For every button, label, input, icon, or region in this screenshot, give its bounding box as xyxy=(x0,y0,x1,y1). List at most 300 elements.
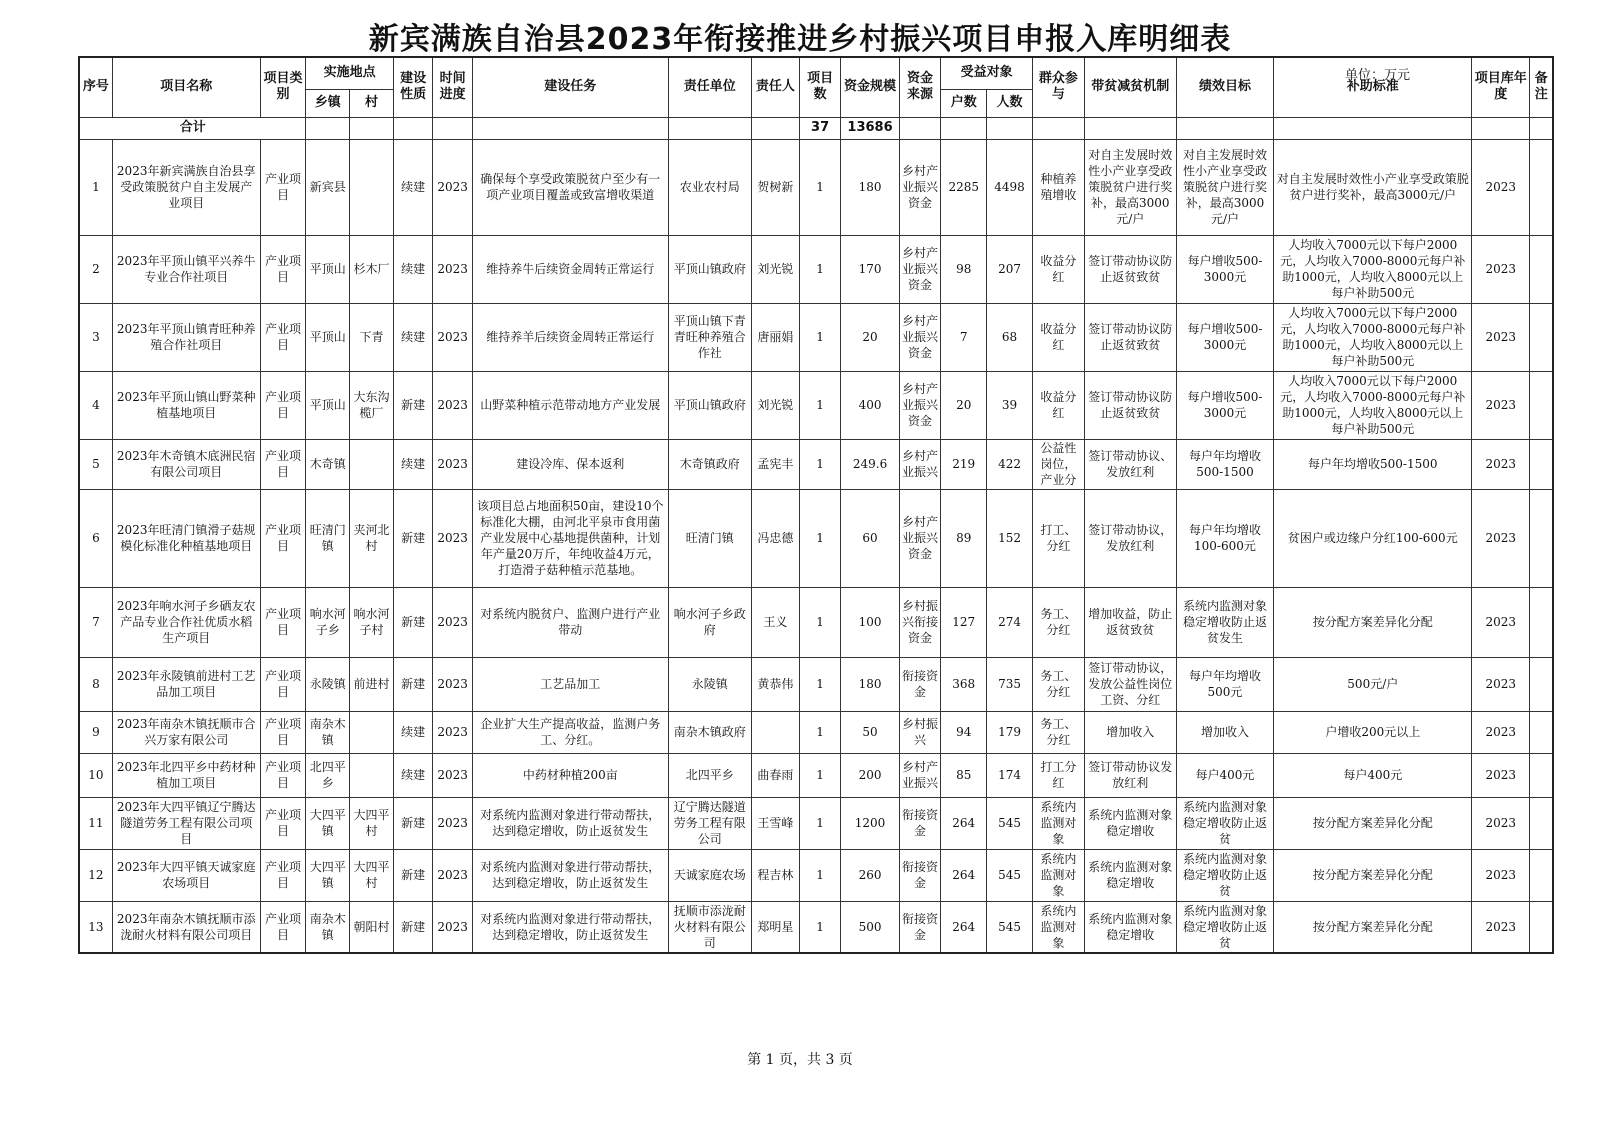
cell-task: 建设冷库、保本返利 xyxy=(472,439,668,489)
cell-village xyxy=(350,753,394,797)
cell-households: 7 xyxy=(941,303,987,371)
cell-responsible-person: 刘光锐 xyxy=(751,371,799,439)
cell-remark xyxy=(1530,797,1553,849)
cell-participation: 收益分红 xyxy=(1032,303,1084,371)
cell-task: 工艺品加工 xyxy=(472,657,668,711)
cell-subsidy-standard: 每户400元 xyxy=(1274,753,1472,797)
cell-project-name: 2023年大四平镇天诚家庭农场项目 xyxy=(112,849,260,901)
cell-nature: 续建 xyxy=(393,439,433,489)
cell-row-no: 3 xyxy=(79,303,112,371)
cell-fund-source: 乡村产业振兴资金 xyxy=(899,235,941,303)
cell-row-no: 11 xyxy=(79,797,112,849)
cell-project-name: 2023年旺清门镇滑子菇规模化标准化种植基地项目 xyxy=(112,489,260,587)
cell-participation: 打工、分红 xyxy=(1032,489,1084,587)
cell-task: 对系统内脱贫户、监测户进行产业带动 xyxy=(472,587,668,657)
cell-subsidy-standard: 户增收200元以上 xyxy=(1274,711,1472,753)
cell-responsible-person: 程吉林 xyxy=(751,849,799,901)
cell-schedule: 2023 xyxy=(433,657,473,711)
table-row xyxy=(79,139,1553,235)
table-row xyxy=(79,303,1553,371)
cell-responsible-unit: 响水河子乡政府 xyxy=(668,587,751,657)
cell-participation: 务工、分红 xyxy=(1032,657,1084,711)
cell-project-category: 产业项目 xyxy=(260,489,306,587)
cell-responsible-person xyxy=(751,711,799,753)
cell-responsible-unit: 平顶山镇下青青旺种养殖合作社 xyxy=(668,303,751,371)
cell-fund-scale: 50 xyxy=(841,711,899,753)
cell-town: 永陵镇 xyxy=(306,657,350,711)
cell-responsible-unit: 天诚家庭农场 xyxy=(668,849,751,901)
cell-responsible-unit: 木奇镇政府 xyxy=(668,439,751,489)
col-year: 项目库年度 xyxy=(1472,57,1530,117)
cell-schedule: 2023 xyxy=(433,139,473,235)
cell-responsible-unit: 平顶山镇政府 xyxy=(668,235,751,303)
cell-fund-source: 衔接资金 xyxy=(899,657,941,711)
cell-village xyxy=(350,711,394,753)
cell-library-year: 2023 xyxy=(1472,657,1530,711)
cell-remark xyxy=(1530,303,1553,371)
cell-fund-scale: 500 xyxy=(841,901,899,953)
cell-mechanism: 增加收益，防止返贫致贫 xyxy=(1084,587,1176,657)
cell-town: 新宾县 xyxy=(306,139,350,235)
cell-households: 264 xyxy=(941,901,987,953)
cell-village: 前进村 xyxy=(350,657,394,711)
page-title: 新宾满族自治县2023年衔接推进乡村振兴项目申报入库明细表 xyxy=(368,22,1232,57)
cell-library-year: 2023 xyxy=(1472,235,1530,303)
cell-mechanism: 系统内监测对象稳定增收 xyxy=(1084,901,1176,953)
cell-task: 对系统内监测对象进行带动帮扶，达到稳定增收，防止返贫发生 xyxy=(472,849,668,901)
cell-remark xyxy=(1530,711,1553,753)
table-row xyxy=(79,489,1553,587)
cell-project-category: 产业项目 xyxy=(260,439,306,489)
cell-people: 152 xyxy=(987,489,1033,587)
cell-library-year: 2023 xyxy=(1472,303,1530,371)
cell-nature: 续建 xyxy=(393,303,433,371)
cell-schedule: 2023 xyxy=(433,711,473,753)
col-person: 责任人 xyxy=(751,57,799,117)
cell-nature: 新建 xyxy=(393,849,433,901)
cell-row-no: 4 xyxy=(79,371,112,439)
cell-project-count: 1 xyxy=(799,657,841,711)
cell-town: 平顶山 xyxy=(306,235,350,303)
cell-library-year: 2023 xyxy=(1472,439,1530,489)
cell-performance-goal: 对自主发展时效性小产业享受政策脱贫户进行奖补，最高3000元/户 xyxy=(1176,139,1274,235)
cell-task: 中药材种植200亩 xyxy=(472,753,668,797)
cell-remark xyxy=(1530,489,1553,587)
cell-performance-goal: 每户增收500-3000元 xyxy=(1176,235,1274,303)
cell-schedule: 2023 xyxy=(433,235,473,303)
cell-schedule: 2023 xyxy=(433,489,473,587)
col-remark: 备注 xyxy=(1530,57,1553,117)
cell-library-year: 2023 xyxy=(1472,489,1530,587)
cell-households: 85 xyxy=(941,753,987,797)
cell-fund-source: 乡村产业振兴 xyxy=(899,753,941,797)
cell-village: 下青 xyxy=(350,303,394,371)
col-unit: 责任单位 xyxy=(668,57,751,117)
cell-responsible-person: 黄恭伟 xyxy=(751,657,799,711)
cell-performance-goal: 每户年均增收500-1500 xyxy=(1176,439,1274,489)
cell-responsible-unit: 平顶山镇政府 xyxy=(668,371,751,439)
cell-responsible-person: 贺树新 xyxy=(751,139,799,235)
cell-fund-scale: 100 xyxy=(841,587,899,657)
cell-schedule: 2023 xyxy=(433,797,473,849)
cell-people: 545 xyxy=(987,901,1033,953)
cell-fund-source: 乡村产业振兴资金 xyxy=(899,139,941,235)
cell-village: 响水河子村 xyxy=(350,587,394,657)
cell-project-count: 1 xyxy=(799,303,841,371)
cell-mechanism: 签订带动协议防止返贫致贫 xyxy=(1084,371,1176,439)
cell-remark xyxy=(1530,901,1553,953)
cell-fund-scale: 260 xyxy=(841,849,899,901)
cell-task: 山野菜种植示范带动地方产业发展 xyxy=(472,371,668,439)
cell-people: 422 xyxy=(987,439,1033,489)
cell-village: 杉木厂 xyxy=(350,235,394,303)
cell-project-category: 产业项目 xyxy=(260,139,306,235)
cell-town: 北四平乡 xyxy=(306,753,350,797)
cell-project-category: 产业项目 xyxy=(260,901,306,953)
cell-people: 735 xyxy=(987,657,1033,711)
cell-task: 维持养羊后续资金周转正常运行 xyxy=(472,303,668,371)
cell-nature: 新建 xyxy=(393,587,433,657)
cell-nature: 新建 xyxy=(393,371,433,439)
cell-responsible-person: 郑明星 xyxy=(751,901,799,953)
table-row xyxy=(79,849,1553,901)
cell-subsidy-standard: 按分配方案差异化分配 xyxy=(1274,901,1472,953)
cell-library-year: 2023 xyxy=(1472,753,1530,797)
cell-responsible-unit: 南杂木镇政府 xyxy=(668,711,751,753)
cell-library-year: 2023 xyxy=(1472,371,1530,439)
cell-households: 2285 xyxy=(941,139,987,235)
col-participation: 群众参与 xyxy=(1032,57,1084,117)
cell-subsidy-standard: 对自主发展时效性小产业享受政策脱贫户进行奖补，最高3000元/户 xyxy=(1274,139,1472,235)
table-body xyxy=(79,117,1553,953)
cell-nature: 续建 xyxy=(393,753,433,797)
cell-fund-scale: 1200 xyxy=(841,797,899,849)
cell-remark xyxy=(1530,587,1553,657)
cell-performance-goal: 系统内监测对象稳定增收防止返贫 xyxy=(1176,797,1274,849)
cell-schedule: 2023 xyxy=(433,303,473,371)
cell-village: 夹河北村 xyxy=(350,489,394,587)
col-category: 项目类别 xyxy=(260,57,306,117)
cell-households: 127 xyxy=(941,587,987,657)
cell-library-year: 2023 xyxy=(1472,139,1530,235)
cell-people: 545 xyxy=(987,797,1033,849)
cell-fund-scale: 180 xyxy=(841,657,899,711)
cell-row-no: 2 xyxy=(79,235,112,303)
cell-fund-scale: 249.6 xyxy=(841,439,899,489)
cell-library-year: 2023 xyxy=(1472,901,1530,953)
col-subsidy: 补助标准 xyxy=(1274,57,1472,117)
cell-performance-goal: 系统内监测对象稳定增收防止返贫发生 xyxy=(1176,587,1274,657)
cell-performance-goal: 系统内监测对象稳定增收防止返贫 xyxy=(1176,901,1274,953)
cell-mechanism: 签订带动协议发放红利 xyxy=(1084,753,1176,797)
cell-project-category: 产业项目 xyxy=(260,657,306,711)
cell-participation: 公益性岗位，产业分 xyxy=(1032,439,1084,489)
cell-mechanism: 对自主发展时效性小产业享受政策脱贫户进行奖补，最高3000元/户 xyxy=(1084,139,1176,235)
total-row xyxy=(79,117,1553,139)
cell-project-name: 2023年木奇镇木底洲民宿有限公司项目 xyxy=(112,439,260,489)
table-row xyxy=(79,439,1553,489)
cell-remark xyxy=(1530,849,1553,901)
cell-row-no: 9 xyxy=(79,711,112,753)
col-task: 建设任务 xyxy=(472,57,668,117)
cell-town: 木奇镇 xyxy=(306,439,350,489)
table-row xyxy=(79,235,1553,303)
cell-subsidy-standard: 按分配方案差异化分配 xyxy=(1274,849,1472,901)
cell-town: 响水河子乡 xyxy=(306,587,350,657)
cell-subsidy-standard: 按分配方案差异化分配 xyxy=(1274,797,1472,849)
cell-nature: 续建 xyxy=(393,235,433,303)
cell-schedule: 2023 xyxy=(433,901,473,953)
cell-project-name: 2023年大四平镇辽宁腾达隧道劳务工程有限公司项目 xyxy=(112,797,260,849)
cell-project-name: 2023年南杂木镇抚顺市添泷耐火材料有限公司项目 xyxy=(112,901,260,953)
cell-project-category: 产业项目 xyxy=(260,797,306,849)
cell-households: 20 xyxy=(941,371,987,439)
cell-project-category: 产业项目 xyxy=(260,371,306,439)
cell-participation: 收益分红 xyxy=(1032,371,1084,439)
cell-subsidy-standard: 贫困户或边缘户分红100-600元 xyxy=(1274,489,1472,587)
cell-task: 对系统内监测对象进行带动帮扶，达到稳定增收，防止返贫发生 xyxy=(472,901,668,953)
cell-subsidy-standard: 人均收入7000元以下每户2000元，人均收入7000-8000元每户补助1000元，人均收入8000元以上每户补助500元 xyxy=(1274,371,1472,439)
cell-participation: 系统内监测对象 xyxy=(1032,797,1084,849)
cell-nature: 续建 xyxy=(393,711,433,753)
cell-fund-scale: 200 xyxy=(841,753,899,797)
project-table xyxy=(78,56,1554,954)
cell-task: 该项目总占地面积50亩，建设10个标准化大棚，由河北平泉市食用菌产业发展中心基地提供菌种，计划年产量20万斤，年纯收益4万元，打造滑子菇种植示范基地。 xyxy=(472,489,668,587)
cell-mechanism: 增加收入 xyxy=(1084,711,1176,753)
cell-library-year: 2023 xyxy=(1472,587,1530,657)
cell-task: 确保每个享受政策脱贫户至少有一项产业项目覆盖或致富增收渠道 xyxy=(472,139,668,235)
cell-subsidy-standard: 每户年均增收500-1500 xyxy=(1274,439,1472,489)
table-row xyxy=(79,753,1553,797)
cell-participation: 收益分红 xyxy=(1032,235,1084,303)
total-scale: 13686 xyxy=(841,117,899,139)
col-households: 户数 xyxy=(941,89,987,117)
page-footer: 第 1 页，共 3 页 xyxy=(747,1052,853,1068)
cell-project-name: 2023年平顶山镇青旺种养殖合作社项目 xyxy=(112,303,260,371)
cell-fund-scale: 170 xyxy=(841,235,899,303)
cell-project-count: 1 xyxy=(799,489,841,587)
cell-town: 大四平镇 xyxy=(306,797,350,849)
cell-fund-source: 乡村产业振兴资金 xyxy=(899,303,941,371)
cell-households: 368 xyxy=(941,657,987,711)
cell-participation: 种植养殖增收 xyxy=(1032,139,1084,235)
cell-responsible-unit: 永陵镇 xyxy=(668,657,751,711)
cell-village xyxy=(350,439,394,489)
cell-village: 大四平村 xyxy=(350,849,394,901)
cell-performance-goal: 系统内监测对象稳定增收防止返贫 xyxy=(1176,849,1274,901)
col-goal: 绩效目标 xyxy=(1176,57,1274,117)
cell-participation: 系统内监测对象 xyxy=(1032,901,1084,953)
cell-task: 企业扩大生产提高收益，监测户务工、分红。 xyxy=(472,711,668,753)
cell-remark xyxy=(1530,657,1553,711)
cell-row-no: 1 xyxy=(79,139,112,235)
cell-fund-source: 衔接资金 xyxy=(899,901,941,953)
cell-town: 平顶山 xyxy=(306,371,350,439)
col-count: 项目数 xyxy=(799,57,841,117)
cell-row-no: 5 xyxy=(79,439,112,489)
cell-fund-scale: 400 xyxy=(841,371,899,439)
cell-people: 274 xyxy=(987,587,1033,657)
cell-households: 98 xyxy=(941,235,987,303)
cell-village: 大东沟榄厂 xyxy=(350,371,394,439)
cell-project-name: 2023年响水河子乡硒友农产品专业合作社优质水稻生产项目 xyxy=(112,587,260,657)
table-row xyxy=(79,711,1553,753)
cell-people: 179 xyxy=(987,711,1033,753)
cell-project-category: 产业项目 xyxy=(260,303,306,371)
cell-people: 207 xyxy=(987,235,1033,303)
cell-responsible-unit: 农业农村局 xyxy=(668,139,751,235)
cell-row-no: 6 xyxy=(79,489,112,587)
col-village: 村 xyxy=(350,89,394,117)
cell-performance-goal: 每户年均增收100-600元 xyxy=(1176,489,1274,587)
cell-schedule: 2023 xyxy=(433,849,473,901)
cell-library-year: 2023 xyxy=(1472,797,1530,849)
cell-participation: 系统内监测对象 xyxy=(1032,849,1084,901)
cell-project-count: 1 xyxy=(799,139,841,235)
cell-fund-source: 乡村产业振兴 xyxy=(899,439,941,489)
cell-schedule: 2023 xyxy=(433,587,473,657)
cell-village: 朝阳村 xyxy=(350,901,394,953)
cell-project-category: 产业项目 xyxy=(260,753,306,797)
cell-responsible-unit: 辽宁腾达隧道劳务工程有限公司 xyxy=(668,797,751,849)
cell-households: 94 xyxy=(941,711,987,753)
cell-fund-scale: 20 xyxy=(841,303,899,371)
cell-fund-source: 乡村产业振兴资金 xyxy=(899,371,941,439)
cell-village: 大四平村 xyxy=(350,797,394,849)
cell-households: 264 xyxy=(941,849,987,901)
cell-performance-goal: 每户400元 xyxy=(1176,753,1274,797)
cell-row-no: 10 xyxy=(79,753,112,797)
cell-project-count: 1 xyxy=(799,371,841,439)
col-town: 乡镇 xyxy=(306,89,350,117)
cell-nature: 新建 xyxy=(393,489,433,587)
cell-people: 545 xyxy=(987,849,1033,901)
cell-mechanism: 签订带动协议，发放红利 xyxy=(1084,489,1176,587)
cell-mechanism: 签订带动协议、发放红利 xyxy=(1084,439,1176,489)
cell-village xyxy=(350,139,394,235)
cell-responsible-person: 王雪峰 xyxy=(751,797,799,849)
cell-row-no: 7 xyxy=(79,587,112,657)
col-mechanism: 带贫减贫机制 xyxy=(1084,57,1176,117)
table-row xyxy=(79,587,1553,657)
cell-project-name: 2023年南杂木镇抚顺市合兴万家有限公司 xyxy=(112,711,260,753)
cell-schedule: 2023 xyxy=(433,753,473,797)
cell-fund-scale: 180 xyxy=(841,139,899,235)
cell-people: 174 xyxy=(987,753,1033,797)
col-people: 人数 xyxy=(987,89,1033,117)
cell-mechanism: 签订带动协议防止返贫致贫 xyxy=(1084,235,1176,303)
col-nature: 建设性质 xyxy=(393,57,433,117)
cell-remark xyxy=(1530,753,1553,797)
cell-subsidy-standard: 人均收入7000元以下每户2000元，人均收入7000-8000元每户补助1000元，人均收入8000元以上每户补助500元 xyxy=(1274,303,1472,371)
cell-participation: 务工、分红 xyxy=(1032,711,1084,753)
cell-project-count: 1 xyxy=(799,439,841,489)
cell-remark xyxy=(1530,139,1553,235)
unit-label: 单位：万元 xyxy=(1345,68,1411,83)
total-label: 合计 xyxy=(79,117,306,139)
cell-households: 89 xyxy=(941,489,987,587)
cell-mechanism: 系统内监测对象稳定增收 xyxy=(1084,797,1176,849)
col-schedule: 时间进度 xyxy=(433,57,473,117)
cell-project-count: 1 xyxy=(799,753,841,797)
cell-performance-goal: 增加收入 xyxy=(1176,711,1274,753)
cell-mechanism: 系统内监测对象稳定增收 xyxy=(1084,849,1176,901)
table-row xyxy=(79,657,1553,711)
cell-nature: 新建 xyxy=(393,657,433,711)
cell-project-count: 1 xyxy=(799,797,841,849)
cell-schedule: 2023 xyxy=(433,371,473,439)
cell-fund-scale: 60 xyxy=(841,489,899,587)
cell-row-no: 13 xyxy=(79,901,112,953)
cell-project-category: 产业项目 xyxy=(260,235,306,303)
cell-mechanism: 签订带动协议防止返贫致贫 xyxy=(1084,303,1176,371)
cell-project-category: 产业项目 xyxy=(260,849,306,901)
cell-project-category: 产业项目 xyxy=(260,587,306,657)
col-beneficiary: 受益对象 xyxy=(941,57,1033,89)
cell-responsible-person: 唐丽娟 xyxy=(751,303,799,371)
cell-project-name: 2023年新宾满族自治县享受政策脱贫户自主发展产业项目 xyxy=(112,139,260,235)
cell-project-count: 1 xyxy=(799,849,841,901)
cell-fund-source: 乡村振兴衔接资金 xyxy=(899,587,941,657)
cell-project-count: 1 xyxy=(799,901,841,953)
cell-responsible-person: 刘光锐 xyxy=(751,235,799,303)
cell-performance-goal: 每户增收500-3000元 xyxy=(1176,303,1274,371)
cell-library-year: 2023 xyxy=(1472,711,1530,753)
cell-task: 对系统内监测对象进行带动帮扶，达到稳定增收，防止返贫发生 xyxy=(472,797,668,849)
cell-responsible-person: 孟宪丰 xyxy=(751,439,799,489)
cell-town: 大四平镇 xyxy=(306,849,350,901)
cell-subsidy-standard: 500元/户 xyxy=(1274,657,1472,711)
col-name: 项目名称 xyxy=(112,57,260,117)
cell-performance-goal: 每户增收500-3000元 xyxy=(1176,371,1274,439)
table-row xyxy=(79,371,1553,439)
cell-row-no: 12 xyxy=(79,849,112,901)
cell-mechanism: 签订带动协议，发放公益性岗位工资、分红 xyxy=(1084,657,1176,711)
cell-nature: 新建 xyxy=(393,901,433,953)
cell-fund-source: 乡村产业振兴资金 xyxy=(899,489,941,587)
cell-town: 南杂木镇 xyxy=(306,711,350,753)
cell-project-count: 1 xyxy=(799,235,841,303)
cell-nature: 续建 xyxy=(393,139,433,235)
cell-remark xyxy=(1530,439,1553,489)
cell-fund-source: 乡村振兴 xyxy=(899,711,941,753)
cell-project-name: 2023年北四平乡中药材种植加工项目 xyxy=(112,753,260,797)
table-row xyxy=(79,797,1553,849)
cell-task: 维持养牛后续资金周转正常运行 xyxy=(472,235,668,303)
cell-project-name: 2023年平顶山镇山野菜种植基地项目 xyxy=(112,371,260,439)
cell-responsible-unit: 北四平乡 xyxy=(668,753,751,797)
cell-responsible-unit: 旺清门镇 xyxy=(668,489,751,587)
cell-responsible-unit: 抚顺市添泷耐火材料有限公司 xyxy=(668,901,751,953)
cell-subsidy-standard: 人均收入7000元以下每户2000元，人均收入7000-8000元每户补助1000元，人均收入8000元以上每户补助500元 xyxy=(1274,235,1472,303)
cell-row-no: 8 xyxy=(79,657,112,711)
cell-project-name: 2023年平顶山镇平兴养牛专业合作社项目 xyxy=(112,235,260,303)
cell-schedule: 2023 xyxy=(433,439,473,489)
cell-nature: 新建 xyxy=(393,797,433,849)
table-row xyxy=(79,901,1553,953)
cell-responsible-person: 曲春雨 xyxy=(751,753,799,797)
cell-project-count: 1 xyxy=(799,587,841,657)
cell-town: 南杂木镇 xyxy=(306,901,350,953)
cell-project-category: 产业项目 xyxy=(260,711,306,753)
cell-project-name: 2023年永陵镇前进村工艺品加工项目 xyxy=(112,657,260,711)
cell-town: 平顶山 xyxy=(306,303,350,371)
cell-project-count: 1 xyxy=(799,711,841,753)
col-source: 资金来源 xyxy=(899,57,941,117)
cell-people: 39 xyxy=(987,371,1033,439)
cell-subsidy-standard: 按分配方案差异化分配 xyxy=(1274,587,1472,657)
cell-town: 旺清门镇 xyxy=(306,489,350,587)
